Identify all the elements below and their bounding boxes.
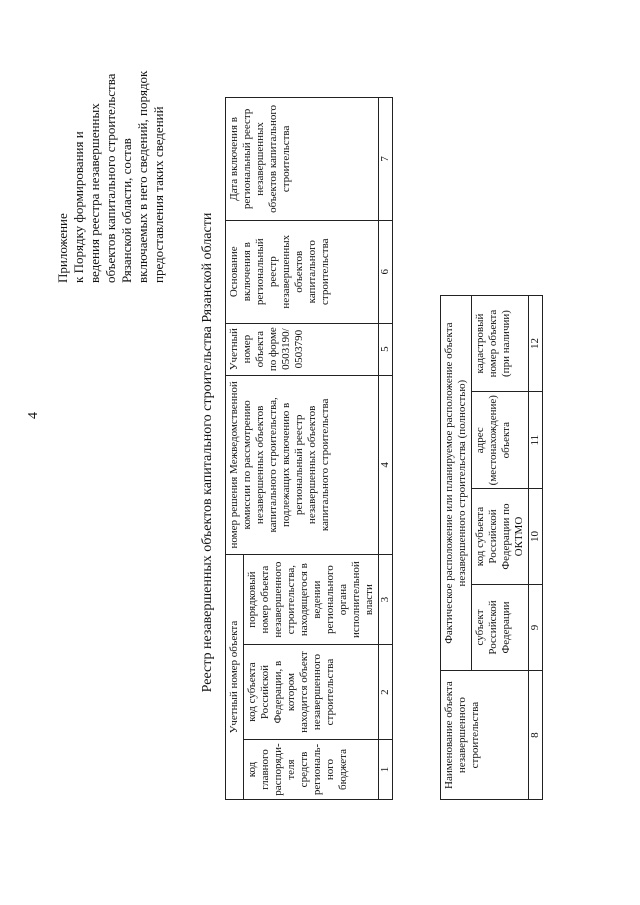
column-header-address: адрес (местонахождение) объекта: [472, 392, 529, 489]
column-header-oktmo-code: код субъекта Российской Федерации по ОКТМО: [472, 489, 529, 584]
register-table-1: [225, 97, 393, 800]
column-header-object-name: Наименование объекта незавершенного строительства: [441, 671, 529, 800]
group-header-accounting-number: Учетный номер объекта: [226, 555, 244, 800]
column-number: 2: [379, 645, 393, 740]
appendix-line: ведения реестра незавершенных: [87, 103, 102, 283]
register-title: Реестр незавершенных объектов капитального строительства Рязанской области: [200, 212, 215, 693]
column-header-sequence-number: порядковый номер объекта незавершенного строительства, находящегося в ведении регионального органа исполнительной власти: [244, 555, 379, 645]
column-number: 7: [379, 98, 393, 221]
column-header-inclusion-date: Дата включения в региональный реестр незавершенных объектов капитального строительства: [226, 98, 379, 221]
column-number: 8: [529, 671, 543, 800]
column-number: 5: [379, 323, 393, 375]
column-number: 12: [529, 296, 543, 392]
column-header-budget-manager-code: код главного распоряди-теля средств региональ-ного бюджета: [244, 740, 379, 800]
appendix-line: к Порядку формирования и: [71, 131, 86, 283]
appendix-line: предоставления таких сведений: [151, 106, 166, 283]
appendix-line: включаемых в него сведений, порядок: [135, 70, 150, 283]
column-header-region-code: код субъекта Российской Федерации, в котором находится объект незавершенного строительства: [244, 645, 379, 740]
column-header-inclusion-basis: Основание включения в региональный реестр незавершенных объектов капитального строительства: [226, 220, 379, 323]
appendix-line: объектов капитального строительства: [103, 73, 118, 283]
column-number: 9: [529, 584, 543, 671]
appendix-line: Рязанской области, состав: [119, 138, 134, 283]
column-header-region: субъект Российской Федерации: [472, 584, 529, 671]
appendix-line: Приложение: [55, 213, 70, 283]
group-header-location: Фактическое расположение или планируемое расположение объекта незавершенного строительства (полностью): [441, 296, 472, 671]
register-table-2: [440, 295, 543, 800]
column-number: 11: [529, 392, 543, 489]
column-header-commission-decision: номер решения Межведомственной комиссии по рассмотрению незавершенных объектов капитального строительства, подлежащих включению в региональный реестр незавершенных объектов капитального строительства: [226, 375, 379, 555]
column-number: 6: [379, 220, 393, 323]
column-number: 10: [529, 489, 543, 584]
column-number: 1: [379, 740, 393, 800]
page-number: 4: [26, 412, 41, 419]
column-number: 3: [379, 555, 393, 645]
column-header-cadastral-number: кадастровый номер объекта (при наличии): [472, 296, 529, 392]
appendix-heading: [55, 13, 167, 283]
column-number: 4: [379, 375, 393, 555]
column-header-accounting-number-form: Учетный номер объекта по форме 0503190/ 0503790: [226, 323, 379, 375]
